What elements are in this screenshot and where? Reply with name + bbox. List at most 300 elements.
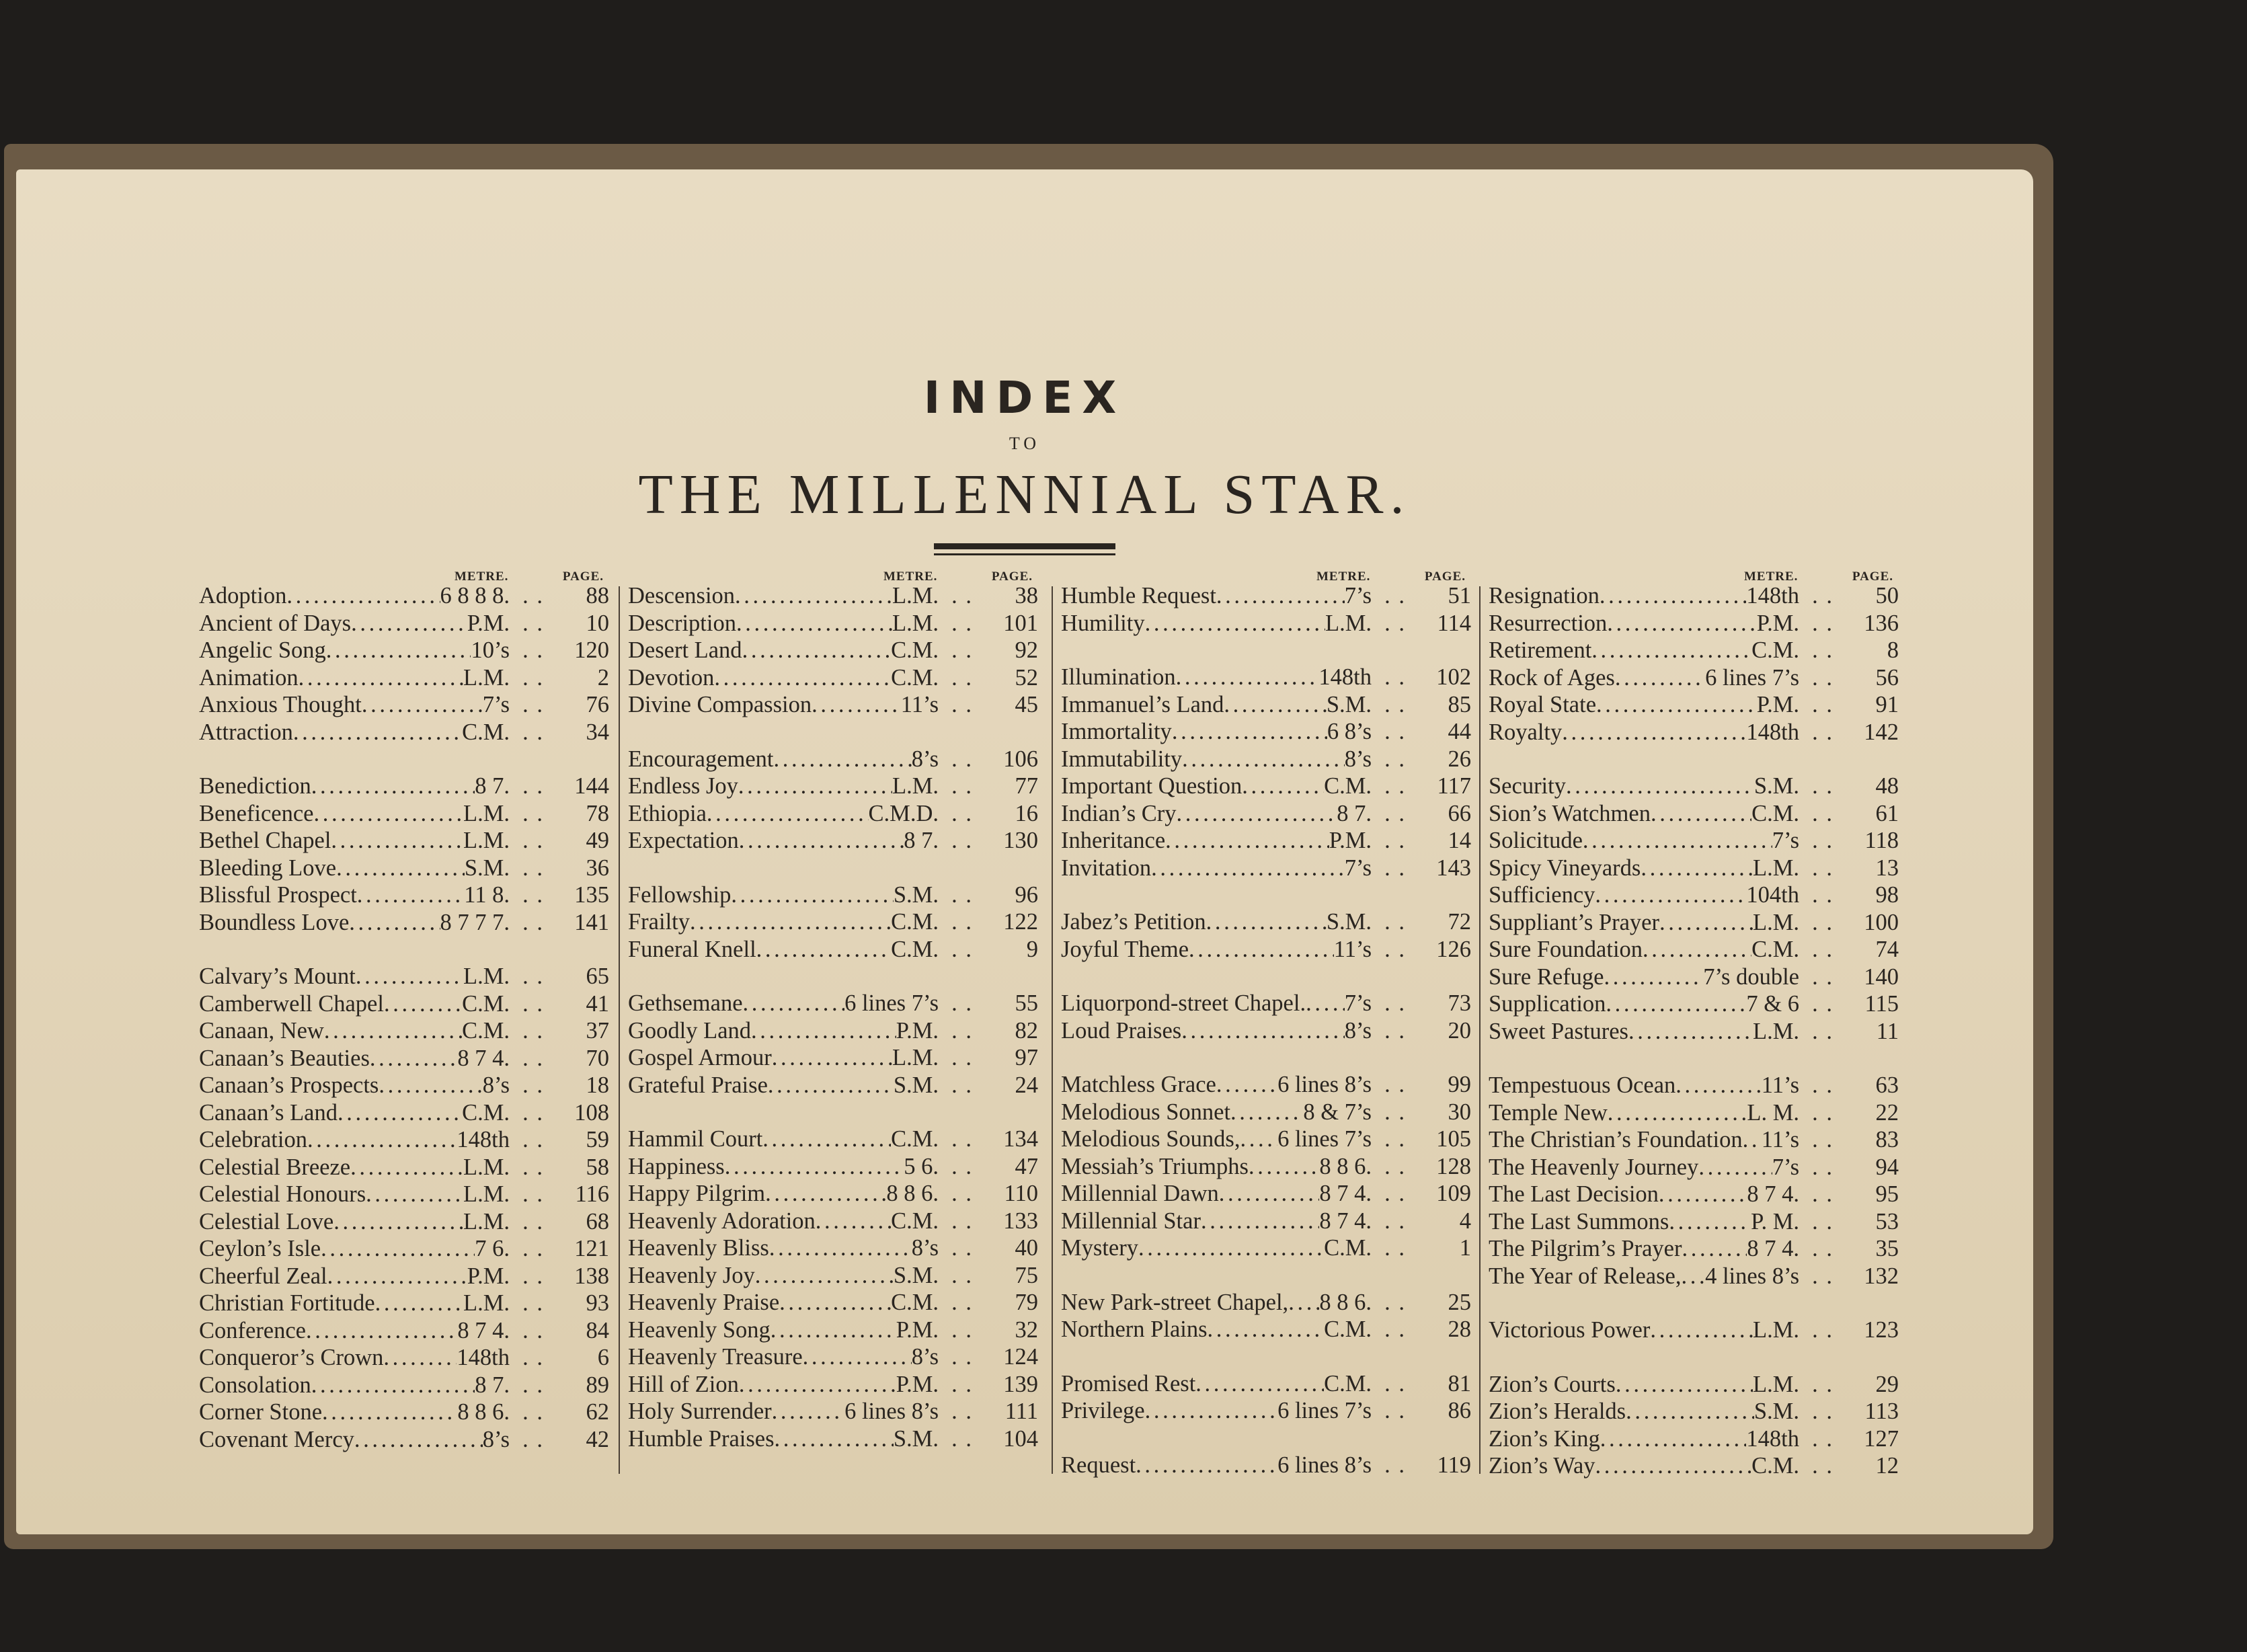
- index-entry: [1489, 1263, 1899, 1290]
- index-entry: [1061, 773, 1471, 800]
- tune-name: Sure Foundation: [1489, 937, 1643, 962]
- index-entry: [628, 1262, 1038, 1290]
- tune-name: Canaan’s Prospects: [199, 1072, 379, 1098]
- leader-sep: . .: [522, 909, 544, 935]
- leader-sep: . .: [951, 1017, 973, 1044]
- metre-value: S.M.: [1326, 909, 1372, 935]
- leader-dots: [739, 827, 904, 855]
- page-number: 16: [1015, 800, 1038, 826]
- tune-name: Celestial Honours: [199, 1181, 366, 1207]
- metre-value: C.M.: [462, 990, 510, 1017]
- tune-name: Zion’s Courts: [1489, 1371, 1616, 1397]
- tune-name: Tempestuous Ocean: [1489, 1072, 1676, 1098]
- index-entry: [1489, 1072, 1899, 1099]
- leader-dots: [1628, 1018, 1753, 1046]
- leader-sep: . .: [1384, 691, 1406, 717]
- group-gap: [1489, 1344, 1899, 1371]
- index-entry: [1061, 800, 1471, 828]
- metre-value: C.M.: [891, 1208, 939, 1234]
- index-entry: [1489, 1018, 1899, 1046]
- metre-value: L.M.: [463, 800, 510, 826]
- leader-dots: [1595, 1452, 1752, 1480]
- index-entry: [1489, 963, 1899, 991]
- leader-dots: [311, 773, 475, 800]
- metre-value: P. M.: [1751, 1208, 1799, 1234]
- leader-dots: [707, 800, 869, 828]
- index-entry: [1489, 1316, 1899, 1344]
- book-cover: [4, 144, 2053, 1549]
- page-number: 38: [1015, 583, 1038, 608]
- leader-sep: . .: [1812, 1127, 1834, 1152]
- group-gap: [1061, 1262, 1471, 1289]
- metre-value: L. M.: [1747, 1099, 1799, 1126]
- leader-sep: . .: [1812, 882, 1834, 908]
- metre-value: L.M.: [463, 963, 510, 989]
- metre-value: 11’s: [1333, 936, 1372, 962]
- leader-sep: . .: [1812, 1453, 1834, 1479]
- page-number: 18: [586, 1072, 609, 1098]
- index-entry: [1061, 1370, 1471, 1398]
- leader-dots: [1659, 1181, 1747, 1208]
- index-entry: [1489, 582, 1899, 610]
- index-entry: [1061, 1153, 1471, 1181]
- index-entry: [628, 582, 1038, 610]
- page-number: 140: [1864, 963, 1899, 990]
- page-number: 133: [1003, 1208, 1038, 1234]
- index-entry: [199, 1290, 609, 1317]
- page-number: 37: [586, 1018, 609, 1044]
- metre-value: 7’s: [1344, 583, 1372, 608]
- leader-sep: . .: [1812, 719, 1834, 745]
- page-number: 42: [586, 1426, 609, 1452]
- index-entry: [199, 637, 609, 664]
- leader-dots: [768, 1072, 894, 1099]
- leader-sep: . .: [951, 936, 973, 962]
- group-gap: [1061, 1044, 1471, 1071]
- page-number: 20: [1448, 1017, 1471, 1044]
- index-entry: [1489, 936, 1899, 963]
- index-entry: [628, 1343, 1038, 1371]
- leader-dots: [324, 1017, 462, 1045]
- leader-dots: [1165, 827, 1329, 855]
- metre-value: 8 7 4.: [457, 1317, 510, 1343]
- group-gap: [1489, 746, 1899, 773]
- page-number: 26: [1448, 746, 1471, 772]
- tune-name: Matchless Grace: [1061, 1072, 1216, 1097]
- leader-dots: [1224, 691, 1326, 719]
- tune-name: Conqueror’s Crown: [199, 1345, 384, 1370]
- page-number: 10: [586, 610, 609, 636]
- page-number: 4: [1459, 1208, 1471, 1234]
- page-header: [16, 371, 2033, 555]
- index-entry: [199, 1426, 609, 1454]
- leader-sep: . .: [522, 1263, 544, 1289]
- leader-sep: . .: [1384, 719, 1406, 744]
- metre-value: 8’s: [1344, 1017, 1372, 1044]
- index-entry: [1061, 718, 1471, 746]
- page-number: 44: [1448, 719, 1471, 744]
- leader-sep: . .: [1384, 855, 1406, 881]
- metre-value: C.M.: [1751, 637, 1799, 663]
- page-number: 40: [1015, 1235, 1038, 1261]
- leader-dots: [349, 909, 440, 937]
- leader-sep: . .: [1812, 637, 1834, 663]
- metre-value: 8 7 4.: [457, 1045, 510, 1071]
- leader-sep: . .: [1812, 610, 1834, 636]
- leader-sep: . .: [951, 1316, 973, 1343]
- leader-dots: [1604, 963, 1704, 991]
- leader-sep: . .: [522, 1181, 544, 1207]
- leader-sep: . .: [522, 692, 544, 717]
- page-number: 22: [1875, 1099, 1899, 1126]
- group-gap: [1061, 881, 1471, 908]
- page-number: 104: [1003, 1425, 1038, 1452]
- index-entry: [628, 1289, 1038, 1316]
- metre-value: L.M.: [463, 1208, 510, 1234]
- index-entry: [199, 1317, 609, 1345]
- metre-value: L.M.: [1753, 855, 1799, 881]
- leader-dots: [384, 990, 462, 1018]
- tune-name: Ethiopia: [628, 800, 707, 826]
- leader-sep: . .: [951, 1045, 973, 1070]
- tune-name: Victorious Power: [1489, 1317, 1651, 1343]
- tune-name: Holy Surrender: [628, 1399, 772, 1424]
- tune-name: Melodious Sounds,: [1061, 1126, 1240, 1152]
- leader-sep: . .: [1812, 583, 1834, 608]
- tune-name: Spicy Vineyards: [1489, 855, 1641, 881]
- metre-value: S.M.: [1753, 773, 1799, 799]
- metre-value: C.M.: [462, 1099, 510, 1126]
- metre-value: P.M.: [1756, 610, 1799, 636]
- index-entry: [1489, 1126, 1899, 1154]
- leader-dots: [1242, 773, 1324, 800]
- leader-dots: [1669, 1208, 1751, 1236]
- group-gap: [628, 855, 1038, 881]
- index-entry: [1061, 936, 1471, 963]
- group-gap: [1489, 1290, 1899, 1316]
- leader-dots: [739, 1371, 896, 1399]
- index-entry: [628, 800, 1038, 828]
- leader-dots: [1138, 1234, 1324, 1262]
- tune-name: Celestial Love: [199, 1208, 334, 1234]
- page-number: 127: [1864, 1425, 1899, 1452]
- tune-name: Zion’s King: [1489, 1425, 1600, 1452]
- index-entry: [1061, 1316, 1471, 1343]
- leader-dots: [1216, 1071, 1277, 1099]
- page-number: 65: [586, 963, 609, 989]
- leader-sep: . .: [522, 855, 544, 881]
- leader-dots: [1698, 1154, 1772, 1181]
- leader-dots: [311, 1372, 475, 1399]
- group-gap: [199, 746, 609, 773]
- leader-dots: [1650, 1316, 1753, 1344]
- tune-name: Celestial Breeze: [199, 1154, 351, 1180]
- metre-value: P.M.: [467, 610, 510, 636]
- tune-name: Fellowship: [628, 881, 732, 908]
- page-number: 58: [586, 1154, 609, 1180]
- metre-value: C.M.: [891, 909, 939, 935]
- tune-name: Encouragement: [628, 746, 774, 772]
- tune-name: Humble Praises: [628, 1425, 775, 1452]
- metre-value: 6 lines 7’s: [844, 990, 939, 1016]
- leader-sep: . .: [522, 773, 544, 799]
- index-entry: [1061, 1289, 1471, 1316]
- leader-sep: . .: [1812, 1208, 1834, 1234]
- leader-sep: . .: [1384, 936, 1406, 962]
- tune-name: Calvary’s Mount: [199, 963, 356, 989]
- page-number: 119: [1437, 1452, 1471, 1478]
- page-number: 94: [1875, 1154, 1899, 1180]
- page-number: 66: [1448, 800, 1471, 826]
- leader-dots: [1288, 1289, 1319, 1316]
- metre-value: P.M.: [896, 1371, 939, 1397]
- index-entry: [1489, 1099, 1899, 1127]
- index-entry: [1489, 610, 1899, 637]
- leader-sep: . .: [522, 1236, 544, 1261]
- tune-name: Ceylon’s Isle: [199, 1236, 321, 1261]
- leader-sep: . .: [951, 746, 973, 772]
- index-entry: [628, 1208, 1038, 1235]
- metre-value: 6 8 8 8.: [440, 583, 510, 608]
- page-number: 141: [574, 909, 609, 935]
- leader-sep: . .: [951, 1425, 973, 1452]
- tune-name: The Last Decision: [1489, 1181, 1659, 1207]
- page-number: 78: [586, 800, 609, 826]
- index-entry: [199, 855, 609, 882]
- metre-value: S.M.: [893, 881, 939, 908]
- metre-value: C.M.: [1324, 1235, 1372, 1261]
- leader-dots: [383, 1344, 457, 1372]
- leader-sep: . .: [1384, 1398, 1406, 1423]
- leader-sep: . .: [951, 1235, 973, 1261]
- index-entry: [199, 1399, 609, 1426]
- leader-sep: . .: [1384, 610, 1406, 636]
- index-entry: [1061, 1126, 1471, 1153]
- index-entry: [199, 1263, 609, 1290]
- index-entry: [1061, 1452, 1471, 1479]
- tune-name: Happy Pilgrim: [628, 1181, 766, 1206]
- page-number: 76: [586, 692, 609, 717]
- page-number: 30: [1448, 1099, 1471, 1125]
- metre-value: S.M.: [1753, 1399, 1799, 1424]
- tune-name: Gospel Armour: [628, 1045, 772, 1070]
- index-entry: [1489, 664, 1899, 692]
- page-number: 101: [1003, 610, 1038, 636]
- column-header: [1489, 559, 1899, 582]
- group-gap: [1061, 1343, 1471, 1370]
- page-number: 136: [1864, 610, 1899, 636]
- leader-sep: . .: [951, 583, 973, 608]
- index-entry: [1489, 1452, 1899, 1480]
- tune-name: The Heavenly Journey: [1489, 1154, 1699, 1180]
- index-entry: [1489, 1181, 1899, 1208]
- page-number: 72: [1448, 909, 1471, 935]
- leader-dots: [1249, 1153, 1319, 1181]
- page-number: 114: [1437, 610, 1471, 636]
- page-number: 49: [586, 828, 609, 853]
- index-entry: [1061, 1397, 1471, 1425]
- metre-value: 6 lines 7’s: [1705, 664, 1799, 691]
- leader-dots: [1643, 936, 1751, 963]
- leader-dots: [357, 881, 464, 909]
- index-entry: [1489, 1371, 1899, 1399]
- page-number: 102: [1436, 664, 1471, 690]
- title-rule-thin: [934, 553, 1115, 555]
- page-number: 77: [1015, 773, 1038, 799]
- leader-sep: . .: [951, 828, 973, 853]
- tune-name: Humility: [1061, 610, 1145, 636]
- metre-value: 7’s: [1344, 855, 1372, 881]
- leader-dots: [816, 1208, 891, 1235]
- leader-dots: [356, 963, 463, 990]
- index-entry: [199, 1045, 609, 1072]
- tune-name: Gethsemane: [628, 990, 743, 1016]
- metre-value: 8’s: [482, 1072, 510, 1098]
- page-header-label: PAGE.: [1424, 569, 1466, 584]
- leader-dots: [772, 1044, 892, 1072]
- index-entry: [1061, 1017, 1471, 1045]
- metre-value: L.M.: [892, 583, 939, 608]
- index-entry: [628, 1017, 1038, 1045]
- index-entry: [628, 1153, 1038, 1181]
- page-number: 70: [586, 1045, 609, 1071]
- leader-dots: [333, 1208, 463, 1236]
- leader-sep: . .: [951, 1344, 973, 1370]
- index-entry: [199, 1208, 609, 1236]
- index-entry: [628, 1044, 1038, 1072]
- leader-dots: [354, 1426, 483, 1454]
- index-entry: [628, 610, 1038, 637]
- index-entry: [628, 881, 1038, 909]
- tune-name: Blissful Prospect: [199, 882, 357, 908]
- page-number: 93: [586, 1290, 609, 1316]
- metre-value: 148th: [457, 1127, 510, 1152]
- leader-sep: . .: [522, 1072, 544, 1098]
- tune-name: Liquorpond-street Chapel.: [1061, 990, 1306, 1016]
- tune-name: Expectation: [628, 828, 739, 853]
- page-number: 68: [586, 1208, 609, 1234]
- index-column-2: [628, 559, 1038, 1452]
- page-number: 14: [1448, 828, 1471, 853]
- metre-value: 8 8 6.: [886, 1181, 939, 1206]
- leader-dots: [769, 1234, 912, 1262]
- page-number: 108: [574, 1099, 609, 1126]
- leader-dots: [731, 881, 894, 909]
- metre-value: 8 7.: [904, 828, 939, 853]
- tune-name: Invitation: [1061, 855, 1152, 881]
- index-entry: [1489, 691, 1899, 719]
- title-rule: [934, 543, 1115, 555]
- tune-name: Camberwell Chapel: [199, 990, 384, 1017]
- metre-value: 8 & 7’s: [1303, 1099, 1372, 1125]
- leader-dots: [351, 610, 467, 637]
- leader-dots: [775, 1425, 894, 1453]
- tune-name: The Christian’s Foundation: [1489, 1127, 1743, 1152]
- tune-name: Solicitude: [1489, 828, 1583, 853]
- leader-sep: . .: [1384, 1072, 1406, 1097]
- page-number: 86: [1448, 1398, 1471, 1423]
- page-number: 45: [1015, 692, 1038, 717]
- metre-value: L.M.: [1753, 909, 1799, 935]
- leader-sep: . .: [522, 1290, 544, 1316]
- index-entry: [199, 719, 609, 746]
- leader-sep: . .: [1812, 991, 1834, 1017]
- index-entry: [628, 908, 1038, 936]
- metre-value: 6 lines 8’s: [844, 1399, 939, 1424]
- leader-sep: . .: [951, 692, 973, 717]
- leader-sep: . .: [522, 1154, 544, 1180]
- metre-value: C.M.: [1751, 800, 1799, 826]
- leader-sep: . .: [951, 800, 973, 826]
- tune-name: Zion’s Way: [1489, 1453, 1595, 1479]
- metre-value: L.M.: [892, 610, 939, 636]
- leader-sep: . .: [1384, 664, 1406, 690]
- page-number: 25: [1448, 1289, 1471, 1315]
- tune-name: Hill of Zion: [628, 1371, 739, 1397]
- page-number: 29: [1875, 1371, 1899, 1397]
- leader-dots: [1189, 936, 1334, 963]
- leader-sep: . .: [522, 637, 544, 663]
- leader-dots: [1616, 1371, 1753, 1399]
- page-number: 118: [1864, 828, 1899, 853]
- tune-name: Important Question: [1061, 773, 1243, 799]
- leader-dots: [714, 664, 891, 692]
- leader-sep: . .: [951, 664, 973, 691]
- leader-sep: . .: [951, 1262, 973, 1288]
- tune-name: Millennial Star: [1061, 1208, 1201, 1234]
- tune-name: Cheerful Zeal: [199, 1263, 327, 1289]
- leader-sep: . .: [1812, 692, 1834, 717]
- metre-value: 7’s: [1772, 1154, 1799, 1180]
- leader-dots: [336, 855, 465, 882]
- metre-value: C.M.: [891, 1126, 939, 1152]
- leader-dots: [1562, 719, 1746, 746]
- index-entry: [1489, 881, 1899, 909]
- metre-value: S.M.: [893, 1425, 939, 1452]
- leader-sep: . .: [1812, 909, 1834, 935]
- leader-sep: . .: [1384, 773, 1406, 799]
- page-number: 63: [1875, 1072, 1899, 1098]
- group-gap: [199, 936, 609, 963]
- page-number: 111: [1004, 1399, 1038, 1424]
- page-number: 128: [1436, 1153, 1471, 1179]
- leader-dots: [743, 990, 845, 1017]
- leader-sep: . .: [951, 1208, 973, 1234]
- leader-sep: . .: [1384, 1370, 1406, 1397]
- tune-name: Corner Stone: [199, 1399, 323, 1425]
- leader-dots: [1172, 718, 1327, 746]
- metre-value: 11’s: [900, 692, 939, 717]
- leader-dots: [803, 1343, 912, 1371]
- metre-value: 8 8 6.: [457, 1399, 510, 1425]
- leader-dots: [1608, 1099, 1747, 1127]
- metre-value: C.M.: [891, 664, 939, 691]
- leader-dots: [773, 746, 911, 773]
- tune-name: Heavenly Praise: [628, 1290, 780, 1315]
- tune-name: Privilege: [1061, 1398, 1145, 1423]
- tune-name: Promised Rest: [1061, 1370, 1196, 1397]
- index-entry: [199, 990, 609, 1018]
- page-number: 95: [1875, 1181, 1899, 1207]
- page-number: 96: [1015, 881, 1038, 908]
- tune-name: Celebration: [199, 1127, 307, 1152]
- metre-value: 7’s: [1772, 828, 1799, 853]
- tune-name: Northern Plains: [1061, 1316, 1208, 1342]
- page-number: 124: [1003, 1344, 1038, 1370]
- leader-sep: . .: [1812, 664, 1834, 691]
- page-number: 12: [1875, 1453, 1899, 1479]
- metre-value: P.M.: [467, 1263, 510, 1289]
